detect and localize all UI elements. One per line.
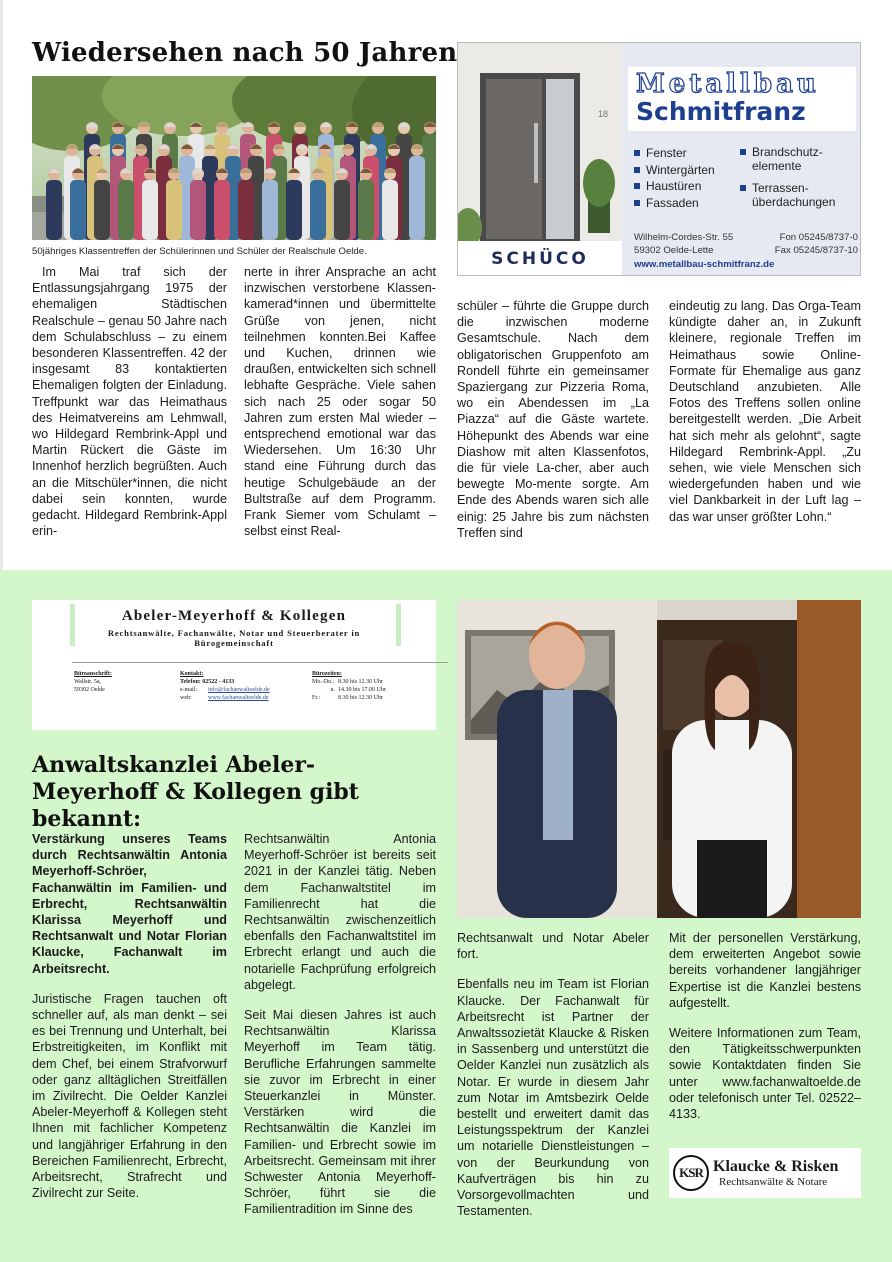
service-item: Terrassen- überdachungen bbox=[740, 181, 835, 209]
article1-col1 bbox=[32, 264, 227, 553]
article1-col3 bbox=[457, 298, 649, 555]
article2-col4 bbox=[669, 930, 861, 1136]
ksr-monogram-icon: KSR bbox=[673, 1155, 709, 1191]
service-item: Fenster bbox=[634, 145, 715, 162]
door-photo bbox=[458, 43, 622, 276]
service-item: Wintergärten bbox=[634, 162, 715, 179]
metallbau-name-line1: Metallbau bbox=[636, 69, 820, 99]
metallbau-contact bbox=[634, 231, 858, 271]
photo-caption: 50jähriges Klassentreffen der Schülerinnen und Schüler der Realschule Oelde. bbox=[32, 246, 367, 257]
article-headline: Wiedersehen nach 50 Jahren bbox=[32, 38, 458, 68]
article2-col1 bbox=[32, 831, 227, 1215]
article2-col2 bbox=[244, 831, 436, 1232]
article1-text-2: nerte in ihrer Ansprache an acht inzwischen verstorbene Klassen-kamerad*innen und übermittelte Grüße von jenen, nicht teilnehmen konnten.Bei Kaffee und Kuchen, drinnen wie draußen, entwickelten sich schnell lebhafte Gespräche. Viele sahen sich nach 25 oder sogar 50 Jahren zum ersten Mal wieder – entsprechend emotional war das Wiedersehen. Um 16:30 Uhr stand eine Führung durch das heutige Schulgebäude an der Bultstraße auf dem Programm. Frank Siemer vom Schulamt – selbst einst Real- bbox=[244, 265, 436, 539]
article2-text-1: Juristische Fragen tauchen oft schneller auf, als man denkt – sei es bei Trennung und Unterhalt, bei Erbstreitigkeiten, im Konflikt mit dem Chef, bei einem Strafvorwurf oder ganz alltäglichen Streitfällen im Zivilrecht. Die Oelder Kanzlei Abeler-Meyerhoff & Kollegen steht Ihnen mit fachlicher Kompetenz und langjähriger Erfahrung in den Bereichen Familienrecht, Erbrecht, Arbeitsrecht, Strafrecht und Zivilrecht zur Seite. bbox=[32, 991, 227, 1201]
article1-text-1: Im Mai traf sich der Entlassungsjahrgang 1975 der ehemaligen Städtischen Realschule – genau 50 Jahre nach dem Schulabschluss – zu einem besonderen Klassentreffen. 42 der insgesamt 83 kontaktierten Ehemaligen folgten der Einladung. Treffpunkt war das Heimathaus des Heimatvereins am Lehmwall, wo Hildegard Rembrink-Appl und Martin Rückert die Gäste im Innenhof herzlich begrüßten. Auch an die Mitschüler*innen, die nicht dabei sein konnten, wurde gedacht. Hildegard Rembrink-Appl erin- bbox=[32, 265, 227, 539]
schueco-logo bbox=[458, 241, 622, 276]
article2-text-7: Weitere Informationen zum Team, den Tätigkeitsschwerpunkten sowie Kontaktdaten finden Sie unter www.fachanwaltoelde.de oder telefonisch unter Tel. 02522– 4133. bbox=[669, 1026, 861, 1122]
firm-subtitle: Rechtsanwälte, Fachanwälte, Notar und Steuerberater in Bürogemeinschaft bbox=[107, 628, 361, 648]
services-left bbox=[634, 145, 715, 211]
article2-text-5: Ebenfalls neu im Team ist Florian Klaucke. Der Fachanwalt für Arbeitsrecht ist Partner der Anwaltssozietät Klaucke & Risken in Sassenberg und unterstützt die Oelder Kanzlei nun zusätzlich als Notar. Er wurde in diesem Jahr zum Notar im Amtsbezirk Oelde bestellt und erweitert damit das Leistungsspektrum der Kanzlei um notarielle Dienstleistungen – von der Beurkundung von Kaufverträgen bis hin zu Vorsorgevollmachten und Testamenten. bbox=[457, 977, 649, 1219]
website-link[interactable]: www.metallbau-schmitfranz.de bbox=[634, 259, 775, 270]
logo-tagline: Rechtsanwälte & Notare bbox=[719, 1176, 828, 1188]
article2-col3 bbox=[457, 930, 649, 1233]
group-photo bbox=[32, 76, 436, 240]
logo-name: Klaucke & Risken bbox=[713, 1158, 839, 1175]
article2-text-4: Rechtsanwalt und Notar Abeler fort. bbox=[457, 931, 649, 962]
article2-text-2: Rechtsanwältin Antonia Meyerhoff-Schröer ist bereits seit 2021 in der Kanzlei tätig. Neben dem Fachanwaltstitel im Familienrecht hat die Rechtsanwältin zwischenzeitlich ebenfalls den Fachanwaltstitel im Erbrecht erlangt und auch die notarielle Fachprüfung erfolgreich abgelegt. bbox=[244, 832, 436, 992]
team-photo bbox=[457, 600, 861, 918]
office-hours: Bürozeiten: Mo.-Do.: 8.30 bis 12.30 Uhr u. 14.30 bis 17.00 Uhr Fr.: 8.30 bis 12.30 Uhr bbox=[312, 671, 386, 701]
article2-lead: Verstärkung unseres Teams durch Rechtsanwältin Antonia Meyerhoff-Schröer, Fachanwältin im Familien- und Erbrecht, Rechtsanwältin Klarissa Meyerhoff und Rechtsanwalt und Notar Florian Klaucke, Fachanwalt im Arbeitsrecht. bbox=[32, 832, 227, 976]
phone: Fon 05245/8737-0 bbox=[779, 232, 858, 243]
article1-col2 bbox=[244, 264, 436, 553]
metallbau-ad bbox=[457, 42, 861, 276]
email-link[interactable]: info@fachanwaltoelde.de bbox=[208, 687, 270, 693]
door-number: 18 bbox=[598, 109, 609, 119]
metallbau-name-line2: Schmitfranz bbox=[636, 97, 806, 126]
web-link[interactable]: www.fachanwaltoelde.de bbox=[208, 695, 269, 701]
article1-text-3: schüler – führte die Gruppe durch die inzwischen moderne Gesamtschule. Nach dem obligatorischen Gruppenfoto am Rondell führte ein gemeinsamer Spaziergang zur Pizzeria Roma, wo ein Abendessen im „La Piazza“ auf die Gäste wartete. Höhepunkt des Abends war eine Diashow mit alten Klassenfotos, die für viele La-cher, aber auch bewegte Mo-mente sorgte. Am Ende des Abends waren sich alle einig: 25 Jahre bis zum nächsten Treffen sind bbox=[457, 299, 649, 540]
office-contact: Kontakt: Telefon: 02522 - 4133 e-mail: info@fachanwaltoelde.de web: www.fachanwaltoelde.de bbox=[180, 671, 270, 701]
office-address: Büroanschrift: Wallstr. 5a, 59302 Oelde bbox=[74, 671, 112, 693]
services-right bbox=[740, 145, 835, 209]
service-item: Haustüren bbox=[634, 178, 715, 195]
article2-text-6: Mit der personellen Verstärkung, dem erweiterten Angebot sowie bereits vorhandener langjähriger Expertise ist die Kanzlei bestens aufgestellt. bbox=[669, 931, 861, 1010]
firm-name: Abeler-Meyerhoff & Kollegen bbox=[121, 608, 347, 624]
article1-text-4: eindeutig zu lang. Das Orga-Team kündigte daher an, in Zukunft kleinere, regionale Treffen im Heimathaus sowie Online-Formate für Ehemalige aus ganz Deutschland anzubieten. Alle Fotos des Treffens sollen online bereitgestellt werden. „Die Arbeit hat sich mehr als gelohnt“, sagte Hildegard Rembrink-Appl. „Zu sehen, wie viele Menschen sich wiedergefunden haben und wie viel Dankbarkeit in der Luft lag – das war unser größter Lohn.“ bbox=[669, 299, 861, 524]
fax: Fax 05245/8737-10 bbox=[774, 245, 858, 256]
klaucke-risken-logo bbox=[669, 1148, 861, 1198]
address-line1: Wilhelm-Cordes-Str. 55 bbox=[634, 232, 734, 243]
service-item: Brandschutz- elemente bbox=[740, 145, 835, 173]
margin-rule bbox=[0, 0, 3, 570]
article2-text-3: Seit Mai diesen Jahres ist auch Rechtsanwältin Klarissa Meyerhoff im Team tätig. Berufliche Erfahrungen sammelte sie zuvor im Erbrecht in einer Steuerkanzlei in Münster. Verstärken wird die Rechtsanwältin die Kanzlei im Familien- und Erbrecht sowie im Arbeitsrecht. Gemeinsam mit ihrer Schwester Antonia Meyerhoff-Schröer, führt sie die Familientradition im Sinne des bbox=[244, 1008, 436, 1217]
metallbau-brand-panel bbox=[622, 43, 861, 276]
service-item: Fassaden bbox=[634, 195, 715, 212]
article1-col4 bbox=[669, 298, 861, 539]
article2-headline: Anwaltskanzlei Abeler-Meyerhoff & Kollegen gibt bekannt: bbox=[32, 752, 359, 832]
address-line2: 59302 Oelde-Lette bbox=[634, 245, 714, 256]
metallbau-name-box bbox=[628, 67, 856, 131]
firm-letterhead bbox=[32, 600, 436, 730]
schueco-wordmark: SCHÜCO bbox=[491, 249, 589, 269]
